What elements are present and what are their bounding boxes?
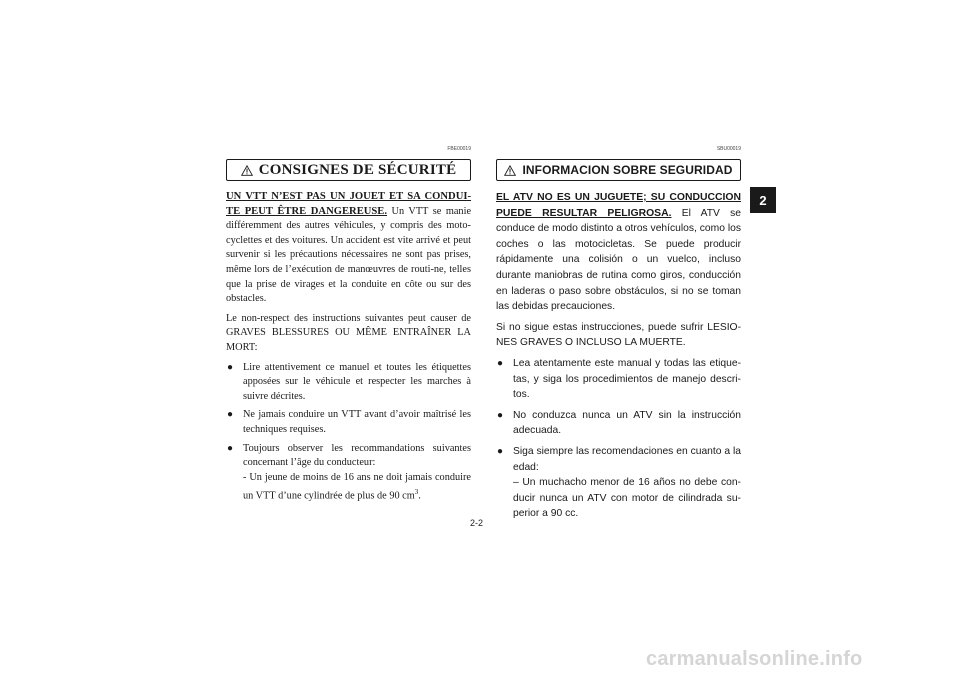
bullet-icon: ● — [497, 357, 504, 369]
heading-text: CONSIGNES DE SÉCURITÉ — [258, 161, 457, 178]
chapter-tab: 2 — [750, 187, 776, 213]
intro-paragraph — [496, 190, 741, 315]
bullet-icon: ● — [227, 361, 234, 373]
watermark: carmanualsonline.info — [646, 648, 863, 670]
section-code: FBE00019 — [447, 146, 471, 152]
bullet-icon: ● — [497, 409, 504, 421]
bullet-icon: ● — [227, 409, 234, 421]
spanish-column — [496, 145, 741, 527]
lead-statement: UN VTT N’EST PAS UN JOUET ET SA CONDUI-TE PEUT ÊTRE DANGEREUSE. — [226, 191, 471, 217]
list-item: ● Ne jamais conduire un VTT avant d’avoir maîtrisé les techniques requises. — [227, 409, 471, 435]
section-heading — [226, 159, 471, 181]
bullet-icon: ● — [497, 445, 504, 457]
list-item: ● Siga siempre las recomendaciones en cuanto a la edad: – Un muchacho menor de 16 años no debe con-ducir nunca un ATV con motor de cilindrada su-perior a 90 cc. — [496, 444, 741, 522]
page-number: 2-2 — [470, 518, 484, 528]
french-column — [226, 145, 471, 508]
instruction-list — [496, 356, 741, 522]
warning-paragraph: Si no sigue estas instrucciones, puede sufrir LESIO-NES GRAVES O INCLUSO LA MUERTE. — [496, 321, 741, 349]
bullet-icon: ● — [227, 442, 234, 454]
list-item: ● Lire attentivement ce manuel et toutes les étiquettes apposées sur le véhicule et respecter les marches à suivre décrites. — [227, 361, 471, 402]
intro-text: El ATV se conduce de modo distinto a otros vehículos, como los coches o las motocicletas. Se puede producir rápidamente una colisión o un vuelco, incluso durante maniobras de rutina como giros, conducción en laderas o paso sobre obstáculos, si no se toman las debidas precauciones. — [496, 207, 741, 313]
warning-icon — [504, 165, 516, 176]
intro-paragraph — [226, 190, 471, 307]
section-code: SBU00019 — [716, 146, 741, 152]
warning-paragraph: Le non-respect des instructions suivantes peut causer de GRAVES BLESSURES OU MÊME ENTRAÎNER LA MORT: — [226, 312, 471, 353]
instruction-list — [226, 361, 471, 505]
section-heading — [496, 159, 741, 181]
list-item: ● Lea atentamente este manual y todas las etique-tas, y siga los procedimientos de manejo descri-tos. — [497, 357, 741, 401]
age-rule: – Un muchacho menor de 16 años no debe con-ducir nunca un ATV con motor de cilindrada su-perior a 90 cc. — [513, 477, 741, 520]
age-rule: - Un jeune de moins de 16 ans ne doit jamais conduire un VTT d’une cylindrée de plus de 90 $cm^3$. — [243, 471, 471, 502]
list-item: ● Toujours observer les recommandations suivantes concernant l’âge du conducteur: - Un jeune de moins de 16 ans ne doit jamais conduire un VTT d’une cylindrée de plus de 90 $cm^3$. — [226, 442, 471, 505]
warning-icon — [241, 165, 253, 176]
heading-text: INFORMACION SOBRE SEGURIDAD — [522, 163, 733, 177]
list-item: ● No conduzca nunca un ATV sin la instrucción adecuada. — [497, 409, 741, 437]
lead-statement: EL ATV NO ES UN JUGUETE; SU CONDUCCION PUEDE RESULTAR PELIGROSA. — [496, 192, 741, 219]
intro-text: Un VTT se manie différemment des autres véhicules, y compris des moto-cyclettes et des voitures. Un accident est vite arrivé et peut survenir si les précautions nécessaires ne sont pas prises, même lors de l’exécution de manœuvres de routi-ne, telles que la prise de virages et la conduite en côte ou sur des obstacles. — [226, 205, 472, 305]
